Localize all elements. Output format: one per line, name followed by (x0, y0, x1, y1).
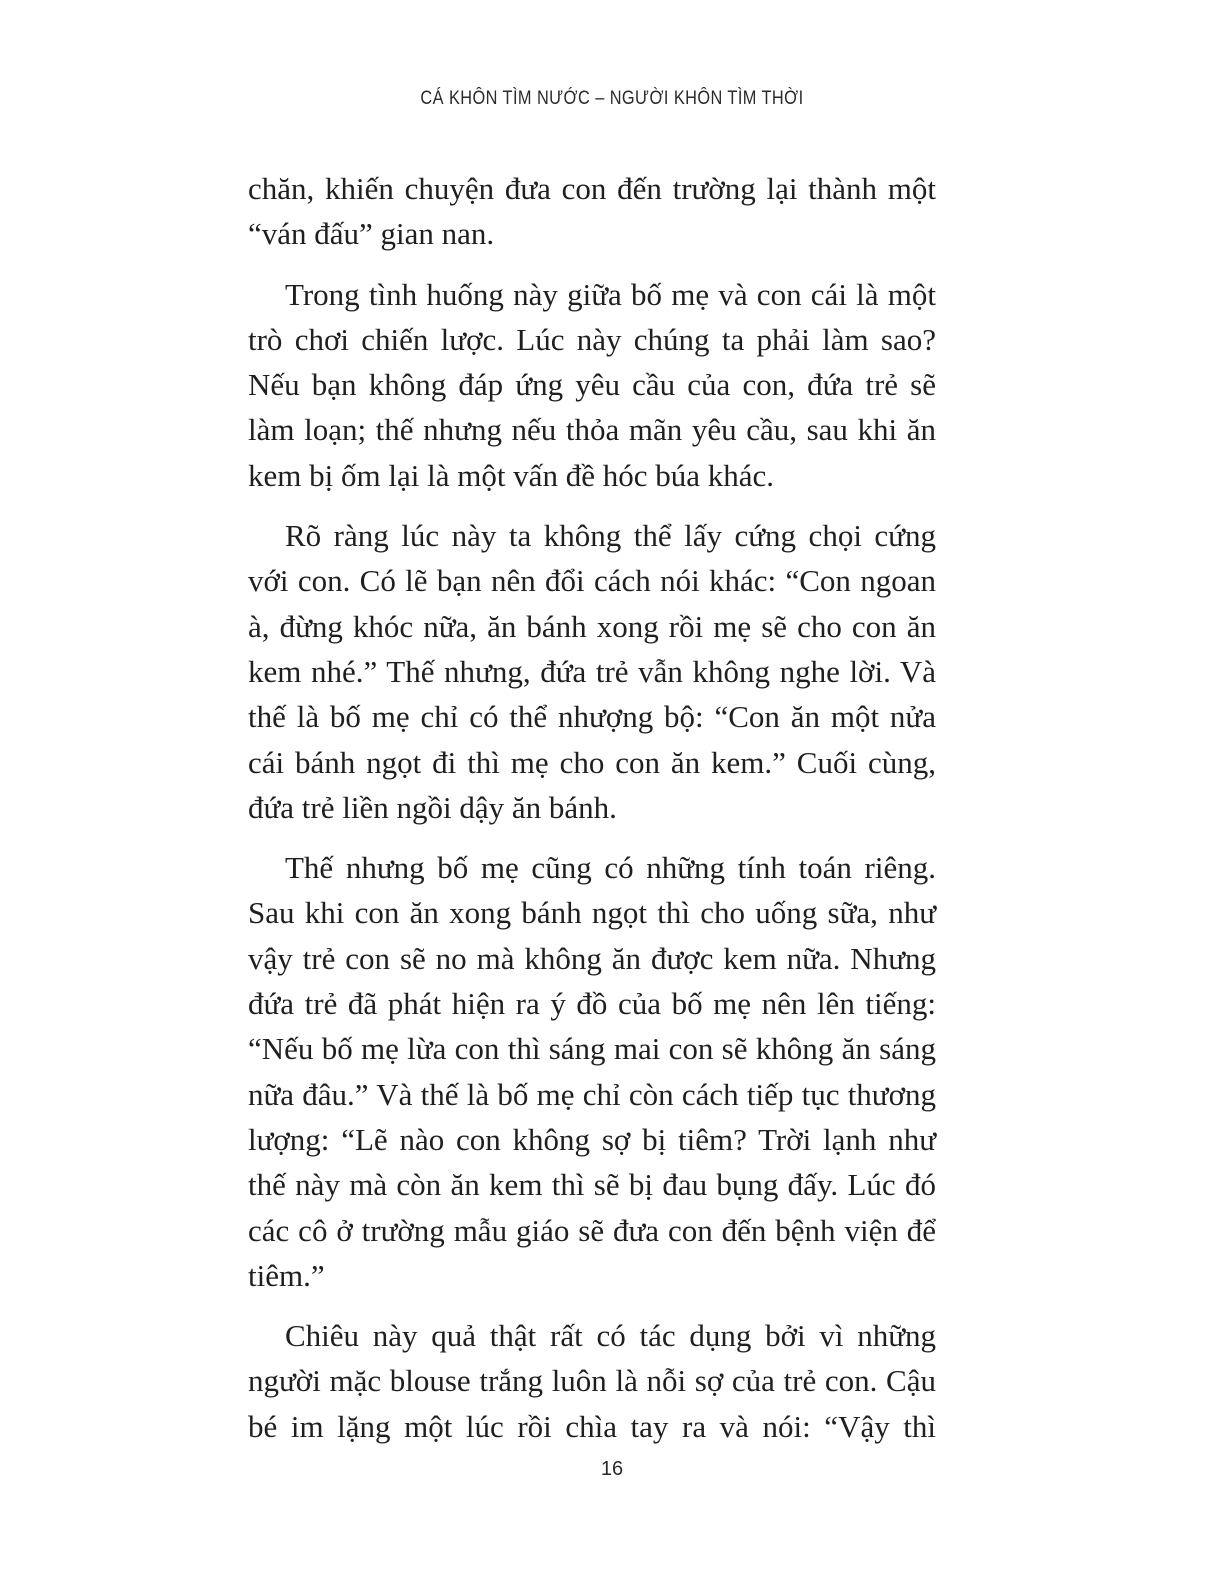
paragraph: Chiêu này quả thật rất có tác dụng bởi vì những người mặc blouse trắng luôn là nỗi sợ của trẻ con. Cậu bé im lặng một lúc rồi chìa tay ra và nói: “Vậy thì (248, 1318, 936, 1444)
page-number: 16 (600, 1458, 624, 1480)
paragraph-continuation: chăn, khiến chuyện đưa con đến trường lại thành một “ván đấu” gian nan. (248, 171, 936, 252)
running-header: CÁ KHÔN TÌM NƯỚC – NGƯỜI KHÔN TÌM THỜI (420, 88, 804, 109)
body-text (248, 166, 936, 1464)
paragraph: Rõ ràng lúc này ta không thể lấy cứng chọi cứng với con. Có lẽ bạn nên đổi cách nói khác: “Con ngoan à, đừng khóc nữa, ăn bánh xong rồi mẹ sẽ cho con ăn kem nhé.” Thế nhưng, đứa trẻ vẫn không nghe lời. Và thế là bố mẹ chỉ có thể nhượng bộ: “Con ăn một nửa cái bánh ngọt đi thì mẹ cho con ăn kem.” Cuối cùng, đứa trẻ liền ngồi dậy ăn bánh. (248, 518, 936, 825)
paragraph: Thế nhưng bố mẹ cũng có những tính toán riêng. Sau khi con ăn xong bánh ngọt thì cho uống sữa, như vậy trẻ con sẽ no mà không ăn được kem nữa. Nhưng đứa trẻ đã phát hiện ra ý đồ của bố mẹ nên lên tiếng: “Nếu bố mẹ lừa con thì sáng mai con sẽ không ăn sáng nữa đâu.” Và thế là bố mẹ chỉ còn cách tiếp tục thương lượng: “Lẽ nào con không sợ bị tiêm? Trời lạnh như thế này mà còn ăn kem thì sẽ bị đau bụng đấy. Lúc đó các cô ở trường mẫu giáo sẽ đưa con đến bệnh viện để tiêm.” (248, 850, 936, 1293)
paragraph: Trong tình huống này giữa bố mẹ và con cái là một trò chơi chiến lược. Lúc này chúng ta phải làm sao? Nếu bạn không đáp ứng yêu cầu của con, đứa trẻ sẽ làm loạn; thế nhưng nếu thỏa mãn yêu cầu, sau khi ăn kem bị ốm lại là một vấn đề hóc búa khác. (248, 276, 936, 493)
